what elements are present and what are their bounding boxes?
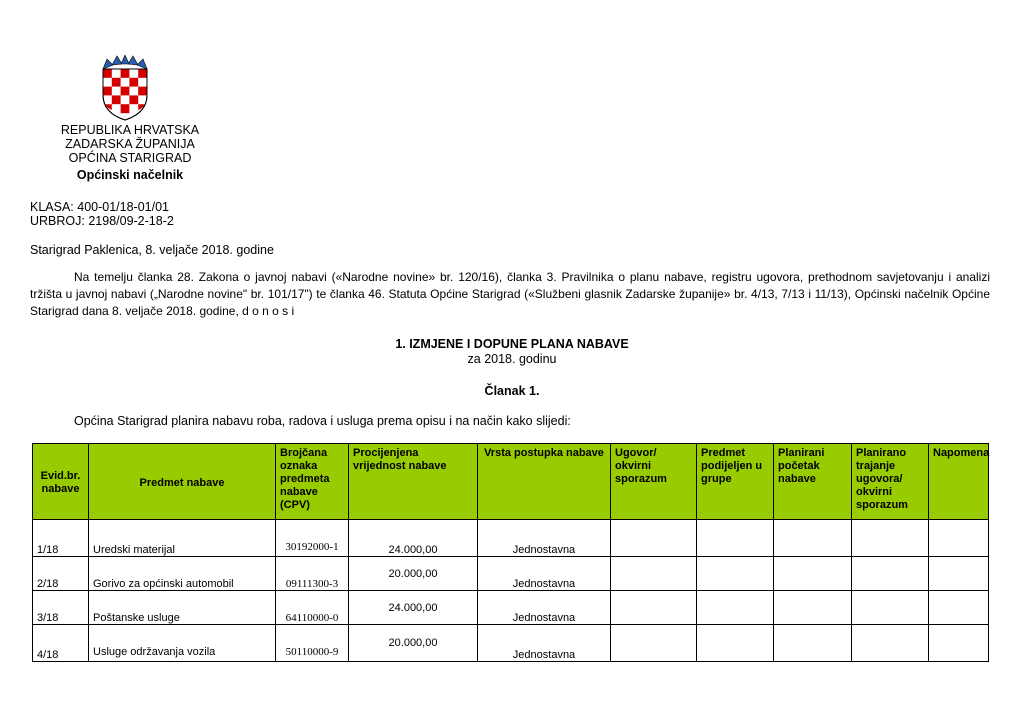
cell-empty	[852, 520, 929, 557]
cell-vrijednost: 24.000,00	[349, 591, 478, 625]
cell-vrsta: Jednostavna	[478, 625, 611, 662]
table-row	[33, 520, 989, 557]
cell-evid: 1/18	[33, 520, 89, 557]
col-napomena: Napomena	[929, 444, 989, 520]
cell-vrsta: Jednostavna	[478, 520, 611, 557]
cell-predmet: Poštanske usluge	[89, 591, 276, 625]
col-vrsta: Vrsta postupka nabave	[478, 444, 611, 520]
article-heading: Članak 1.	[484, 384, 540, 398]
cell-predmet: Usluge održavanja vozila	[89, 625, 276, 662]
cell-empty	[611, 625, 697, 662]
col-predmet: Predmet nabave	[89, 444, 276, 520]
table-row	[33, 557, 989, 591]
cell-evid: 3/18	[33, 591, 89, 625]
cell-vrijednost: 20.000,00	[349, 625, 478, 662]
cell-empty	[929, 625, 989, 662]
cell-empty	[929, 591, 989, 625]
intro-text: Na temelju članka 28. Zakona o javnoj nabavi («Narodne novine» br. 120/16), članka 3. Pravilnika o planu nabave, registru ugovora, prethodnom savjetovanju i analizi tržišta u javnoj nabavi („Narodne novine" br. 101/17") te članka 46. Statuta Općine Starigrad («Službeni glasnik Zadarske županije» br. 4/13, 7/13 i 11/13), Općinski načelnik Općine Starigrad dana 8. veljače 2018. godine, d o n o s i	[30, 270, 990, 318]
table-row	[33, 625, 989, 662]
cell-empty	[852, 557, 929, 591]
procurement-table	[32, 443, 989, 662]
table-row	[33, 591, 989, 625]
cell-cpv: 64110000-0	[276, 591, 349, 625]
cell-empty	[697, 591, 774, 625]
cell-empty	[611, 520, 697, 557]
cell-empty	[929, 557, 989, 591]
col-evid: Evid.br. nabave	[33, 444, 89, 520]
cell-predmet: Gorivo za općinski automobil	[89, 557, 276, 591]
klasa: KLASA: 400-01/18-01/01	[30, 200, 169, 214]
cell-empty	[774, 557, 852, 591]
cell-empty	[611, 557, 697, 591]
cell-vrijednost: 20.000,00	[349, 557, 478, 591]
col-vrijednost: Procijenjena vrijednost nabave	[349, 444, 478, 520]
cell-vrsta: Jednostavna	[478, 591, 611, 625]
table-header-row	[33, 444, 989, 520]
cell-empty	[774, 591, 852, 625]
col-ugovor: Ugovor/ okvirni sporazum	[611, 444, 697, 520]
document-title: 1. IZMJENE I DOPUNE PLANA NABAVE	[395, 337, 629, 351]
urbroj: URBROJ: 2198/09-2-18-2	[30, 214, 174, 228]
col-trajanje: Planirano trajanje ugovora/ okvirni sporazum	[852, 444, 929, 520]
intro-paragraph	[30, 269, 990, 320]
document-subtitle: za 2018. godinu	[467, 352, 557, 366]
cell-empty	[697, 625, 774, 662]
header-republic: REPUBLIKA HRVATSKA	[60, 123, 200, 137]
cell-empty	[929, 520, 989, 557]
cell-vrsta: Jednostavna	[478, 557, 611, 591]
cell-empty	[852, 625, 929, 662]
cell-cpv: 30192000-1	[276, 520, 349, 557]
cell-empty	[697, 520, 774, 557]
cell-evid: 4/18	[33, 625, 89, 662]
article-text: Općina Starigrad planira nabavu roba, radova i usluga prema opisu i na način kako slijedi:	[74, 414, 571, 428]
cell-empty	[697, 557, 774, 591]
col-grupe: Predmet podijeljen u grupe	[697, 444, 774, 520]
cell-cpv: 50110000-9	[276, 625, 349, 662]
coat-of-arms-icon	[100, 55, 150, 121]
header-mayor: Općinski načelnik	[76, 168, 184, 182]
cell-predmet: Uredski materijal	[89, 520, 276, 557]
header-municipality: OPĆINA STARIGRAD	[68, 151, 192, 165]
cell-cpv: 09111300-3	[276, 557, 349, 591]
cell-empty	[852, 591, 929, 625]
col-cpv: Brojčana oznaka predmeta nabave (CPV)	[276, 444, 349, 520]
cell-empty	[774, 520, 852, 557]
col-pocetak: Planirani početak nabave	[774, 444, 852, 520]
cell-evid: 2/18	[33, 557, 89, 591]
cell-empty	[774, 625, 852, 662]
place-date: Starigrad Paklenica, 8. veljače 2018. godine	[30, 243, 274, 257]
header-county: ZADARSKA ŽUPANIJA	[65, 137, 195, 151]
cell-empty	[611, 591, 697, 625]
cell-vrijednost: 24.000,00	[349, 520, 478, 557]
